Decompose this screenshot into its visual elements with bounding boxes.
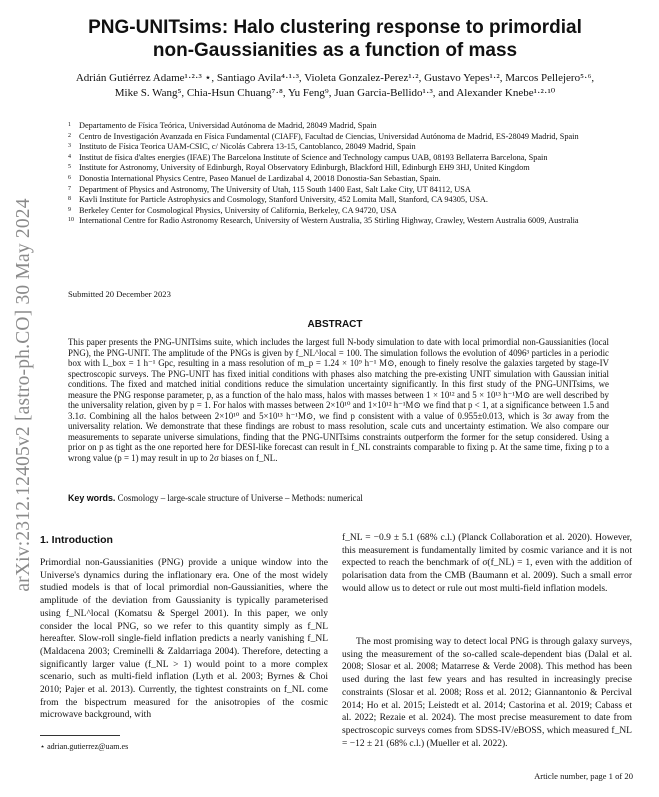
- affiliation-text: Institut de física d'altes energies (IFAE) The Barcelona Institute of Science and Technology campus UAB, 08193 Bellaterra Barcelona, Spain: [79, 152, 548, 162]
- footnote-rule: [40, 735, 120, 736]
- affiliation-number: 10: [68, 217, 74, 224]
- affiliation-text: Kavli Institute for Particle Astrophysics and Cosmology, Stanford University, 452 Lomita Mall, Stanford, CA 94305, USA.: [79, 195, 488, 205]
- affiliation-list: [68, 121, 610, 227]
- affiliation-item: [68, 153, 610, 164]
- keywords: [68, 493, 609, 503]
- affiliation-number: 6: [68, 174, 71, 181]
- keywords-label: Key words.: [68, 493, 116, 503]
- section-heading: 1. Introduction: [40, 534, 113, 546]
- authors-line-2: Mike S. Wang⁵, Chia-Hsun Chuang⁷·⁸, Yu Feng⁹, Juan Garcia-Bellido¹·³, and Alexander Knebe¹·²·¹⁰: [114, 87, 556, 99]
- arxiv-identifier: arXiv:2312.12405v2 [astro-ph.CO] 30 May 2024: [13, 198, 34, 592]
- affiliation-text: Donostia International Physics Centre, Paseo Manuel de Lardizabal 4, 20018 Donostia-San Sebastian, Spain.: [79, 173, 441, 183]
- authors-line-1: Adrián Gutiérrez Adame¹·²·³ ⋆, Santiago Avila⁴·¹·³, Violeta Gonzalez-Perez¹·², Gustavo Yepes¹·², Marcos Pellejero⁵·⁶,: [75, 72, 595, 84]
- affiliation-text: Department of Physics and Astronomy, The University of Utah, 115 South 1400 East, Salt Lake City, UT 84112, USA: [79, 184, 471, 194]
- affiliation-item: [68, 132, 610, 143]
- affiliation-text: Centro de Investigación Avanzada en Física Fundamental (CIAFF), Facultad de Ciencias, Universidad Autónoma de Madrid, ES-28049 Madrid, Spain: [79, 131, 579, 141]
- affiliation-item: [68, 216, 610, 227]
- affiliation-item: [68, 195, 610, 206]
- affiliation-number: 7: [68, 185, 71, 192]
- right-column-paragraph-2: The most promising way to detect local PNG is through galaxy surveys, using the measurement of the so-called scale-dependent bias (Dalal et al. 2008; Slosar et al. 2008; Matarrese & Verde 2008). This method has been used during the last few years and has resulted in increasingly precise constraints (Slosar et al. 2008; Ross et al. 2012; Giannantonio & Percival 2014; Ho et al. 2015; Leistedt et al. 2014; Castorina et al. 2019; Cabass et al. 2022; Rezaie et al. 2024). The most precise measurement to date from spectroscopic surveys comes from SDSS-IV/eBOSS, which measured f_NL = −12 ± 21 (68% c.l.) (Mueller et al. 2022).: [342, 637, 632, 749]
- affiliation-item: [68, 163, 610, 174]
- title-line-2: non-Gaussianities as a function of mass: [152, 40, 518, 61]
- affiliation-text: Departamento de Física Teórica, Universidad Autónoma de Madrid, 28049 Madrid, Spain: [79, 121, 377, 130]
- footnote-email: ⋆ adrian.gutierrez@uam.es: [40, 742, 129, 751]
- affiliation-item: [68, 174, 610, 185]
- left-column: [40, 557, 328, 722]
- intro-paragraph-1: Primordial non-Gaussianities (PNG) provide a unique window into the Universe's dynamics during the inflationary era. One of the most widely studied models is that of local primordial non-Gaussianities, where the amplitude of the deviation from Gaussianity is typically parameterised using f_NL^local (Komatsu & Spergel 2001). In this paper, we only consider the local PNG, so we refer to this quantity simply as f_NL hereafter. Slow-roll single-field inflation predicts a nearly vanishing f_NL (Maldacena 2003; Creminelli & Zaldarriaga 2004). Therefore, detecting a significantly larger value (f_NL > 1) would point to a more complex scenario, such as multi-field inflation (Lyth et al. 2003; Byrnes & Choi 2010; Pajer et al. 2013). Currently, the tightest constraints on f_NL come from the bispectrum measured for the anisotropies of the cosmic microwave background, with: [40, 558, 328, 721]
- abstract-heading: ABSTRACT: [307, 319, 363, 330]
- arxiv-sidebar-stamp: [4, 160, 44, 630]
- right-column-paragraph-1: f_NL = −0.9 ± 5.1 (68% c.l.) (Planck Collaboration et al. 2020). However, this measurement is fundamentally limited by cosmic variance and it is not expected to reach the benchmark of σ(f_NL) = 1, even with the addition of polarisation data from the CMB (Baumann et al. 2009). Such a small error would allow us to detect or rule out most multi-field inflation models.: [342, 533, 632, 594]
- title-line-1: PNG-UNITsims: Halo clustering response to primordial: [88, 17, 582, 38]
- author-list: [55, 71, 615, 101]
- abstract-text: This paper presents the PNG-UNITsims suite, which includes the largest full N-body simulation to date with local primordial non-Gaussianities (local PNG), the PNG-UNIT. The amplitude of the PNGs is given by f_NL^local = 100. The simulation follows the evolution of 4096³ particles in a periodic box with L_box = 1 h⁻¹ Gpc, resulting in a mass resolution of m_p = 1.24 × 10⁹ h⁻¹ M⊙, enough to finely resolve the galaxies targeted by stage-IV spectroscopic surveys. The PNG-UNIT has fixed initial conditions with phases also matching the pre-existing UNIT simulation with Gaussian initial conditions. The fixed and matched initial conditions reduce the simulation uncertainty significantly. In this first study of the PNG-UNITsims, we measure the PNG response parameter, p, as a function of the halo mass, halos with masses between 1 × 10¹² and 5 × 10¹³ h⁻¹M⊙ are well described by the universality relation, given by p = 1. For halos with masses between 2×10¹⁰ and 1×10¹² h⁻¹M⊙ we find that p < 1, at a significance between 1.5 and 3.1σ. Combining all the halos between 2×10¹⁰ and 5×10¹³ h⁻¹M⊙, we find p consistent with a value of 0.955±0.013, which is 3σ away from the universality relation. We demonstrate that these findings are robust to mass resolution, scale cuts and uncertainty estimation. We also compare our measurements to separate universe simulations, finding that the PNG-UNITsims constraints outperform the former for the setup considered. Using a prior on p as tight as the one reported here for DESI-like forecast can result in f_NL constraints comparable to fixing p. At the same time, fixing p to a wrong value (p = 1) may result in up to 2σ biases on f_NL.: [68, 337, 609, 464]
- affiliation-item: [68, 185, 610, 196]
- affiliation-item: [68, 206, 610, 217]
- affiliation-number: 4: [68, 153, 71, 160]
- affiliation-number: 2: [68, 132, 71, 139]
- affiliation-text: Instituto de Física Teorica UAM-CSIC, c/ Nicolás Cabrera 13-15, Cantoblanco, 28049 Madrid, Spain: [79, 142, 416, 152]
- affiliation-text: Berkeley Center for Cosmological Physics, University of California, Berkeley, CA 94720, USA: [79, 205, 397, 215]
- affiliation-item: [68, 142, 610, 153]
- paper-title: [55, 16, 615, 62]
- affiliation-text: Institute for Astronomy, University of Edinburgh, Royal Observatory Edinburgh, Blackford Hill, Edinburgh EH9 3HJ, United Kingdom: [79, 163, 530, 173]
- affiliation-number: 8: [68, 196, 71, 203]
- submission-date: Submitted 20 December 2023: [68, 289, 171, 299]
- affiliation-number: 3: [68, 143, 71, 150]
- affiliation-number: 1: [68, 122, 71, 128]
- affiliation-text: International Centre for Radio Astronomy Research, University of Western Australia, 35 Stirling Highway, Crawley, Western Australia 6009, Australia: [79, 216, 579, 226]
- affiliation-item: [68, 121, 610, 132]
- page-number: Article number, page 1 of 20: [534, 771, 633, 781]
- affiliation-number: 5: [68, 164, 71, 171]
- affiliation-number: 9: [68, 206, 71, 213]
- keywords-text: Cosmology – large-scale structure of Universe – Methods: numerical: [117, 493, 363, 503]
